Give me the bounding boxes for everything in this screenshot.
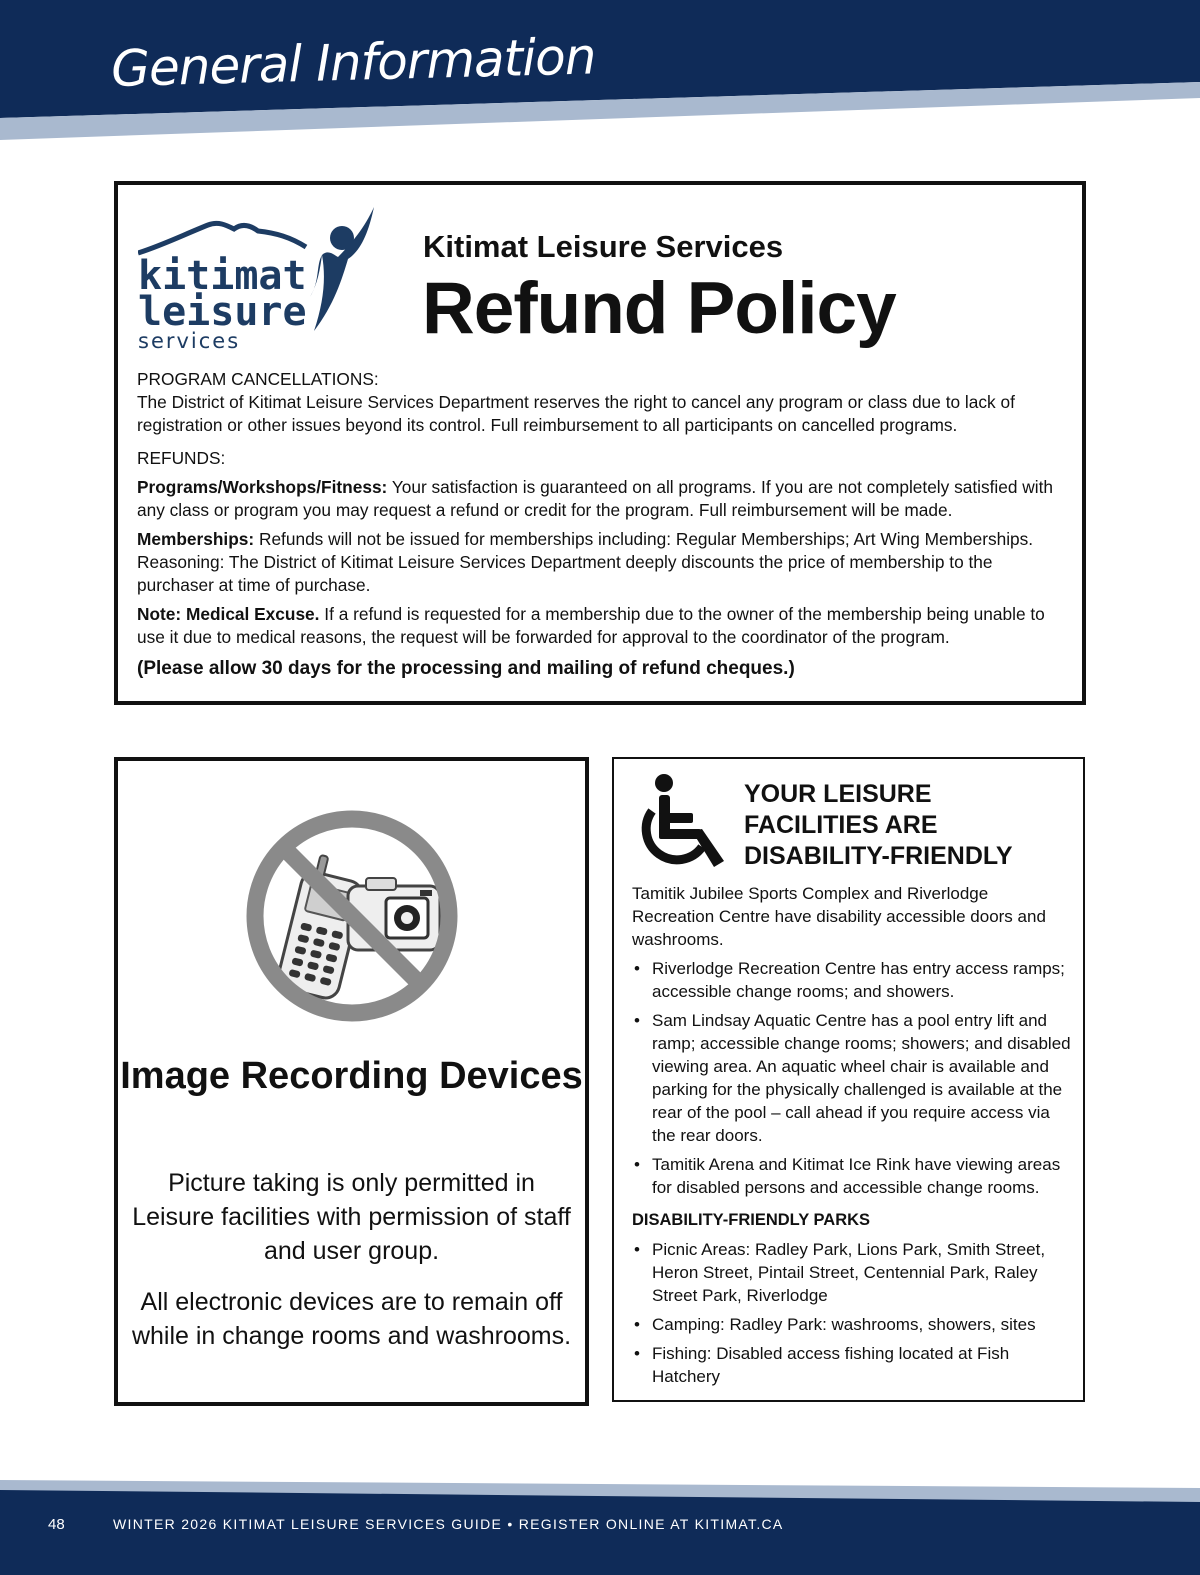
processing-note: (Please allow 30 days for the processing and mailing of refund cheques.) (137, 658, 795, 679)
programs-text: Your satisfaction is guaranteed on all programs. If you are not completely satisfied with any class or program you may request a refund or credit for the program. Full reimbursement will be made. (137, 477, 1054, 520)
disability-body (632, 882, 1072, 1394)
footer-text: WINTER 2026 KITIMAT LEISURE SERVICES GUIDE • REGISTER ONLINE AT KITIMAT.CA (113, 1516, 784, 1532)
memberships-paragraph (137, 528, 1072, 597)
image-recording-devices-box (114, 757, 589, 1406)
facilities-list (632, 957, 1072, 1199)
refund-subtitle: Kitimat Leisure Services (423, 229, 784, 264)
logo-word-services: services (138, 329, 241, 353)
program-cancellations-heading: PROGRAM CANCELLATIONS: (137, 369, 379, 389)
kitimat-leisure-logo (138, 205, 388, 355)
refund-body (137, 368, 1072, 680)
devices-permission-text: Picture taking is only permitted in Leisure facilities with permission of staff and user group. (132, 1169, 571, 1265)
leaping-person-logo (310, 207, 374, 331)
medical-lead: Note: Medical Excuse. (137, 604, 320, 624)
programs-paragraph (137, 476, 1072, 522)
memberships-lead: Memberships: (137, 529, 255, 549)
medical-paragraph (137, 603, 1072, 649)
disability-heading-line: DISABILITY-FRIENDLY (744, 842, 1013, 870)
disability-heading-line: FACILITIES ARE (744, 811, 938, 839)
no-camera-phone-icon (236, 806, 468, 1026)
disability-heading (744, 779, 1064, 872)
wheelchair-icon (630, 773, 726, 871)
refund-policy-box (114, 181, 1086, 705)
devices-off-text: All electronic devices are to remain off while in change rooms and washrooms. (131, 1288, 572, 1350)
refunds-heading: REFUNDS: (137, 448, 226, 468)
disability-friendly-box (612, 757, 1085, 1402)
list-item: • Picnic Areas: Radley Park, Lions Park, Smith Street, Heron Street, Pintail Street, Centennial Park, Raley Street Park, Riverlodge (632, 1238, 1072, 1307)
mountain-outline (138, 223, 306, 253)
list-item: • Tamitik Arena and Kitimat Ice Rink have viewing areas for disabled persons and accessible change rooms. (632, 1153, 1072, 1199)
logo-word-kitimat: kitimat (138, 253, 307, 299)
page-number: 48 (48, 1516, 65, 1533)
logo-word-leisure: leisure (138, 289, 307, 335)
disability-heading-line: YOUR LEISURE (744, 780, 932, 808)
programs-lead: Programs/Workshops/Fitness: (137, 477, 388, 497)
list-item: • Sam Lindsay Aquatic Centre has a pool entry lift and ramp; accessible change rooms; showers; and disabled viewing area. An aquatic wheel chair is available and parking for the physically challenged is available at the rear of the pool – call ahead if you require access via the rear doors. (632, 1009, 1072, 1147)
page-title: General Information (110, 27, 597, 98)
list-item: • Riverlodge Recreation Centre has entry access ramps; accessible change rooms; and showers. (632, 957, 1072, 1003)
program-cancellations-text: The District of Kitimat Leisure Services Department reserves the right to cancel any program or class due to lack of registration or other issues beyond its control. Full reimbursement to all participants on cancelled programs. (137, 392, 1015, 435)
devices-title: Image Recording Devices (120, 1055, 583, 1097)
memberships-text: Refunds will not be issued for memberships including: Regular Memberships; Art Wing Memberships. Reasoning: The District of Kitimat Leisure Services Department deeply discounts the price of membership to the purchaser at time of purchase. (137, 529, 1034, 595)
list-item: • Fishing: Disabled access fishing located at Fish Hatchery (632, 1342, 1072, 1388)
parks-list (632, 1238, 1072, 1388)
disability-intro: Tamitik Jubilee Sports Complex and Riverlodge Recreation Centre have disability accessible doors and washrooms. (632, 884, 1046, 949)
parks-heading: DISABILITY-FRIENDLY PARKS (632, 1211, 871, 1229)
refund-title: Refund Policy (422, 268, 896, 349)
medical-text: If a refund is requested for a membership due to the owner of the membership being unable to use it due to medical reasons, the request will be forwarded for approval to the coordinator of the program. (137, 604, 1045, 647)
list-item: • Camping: Radley Park: washrooms, showers, sites (632, 1313, 1072, 1336)
